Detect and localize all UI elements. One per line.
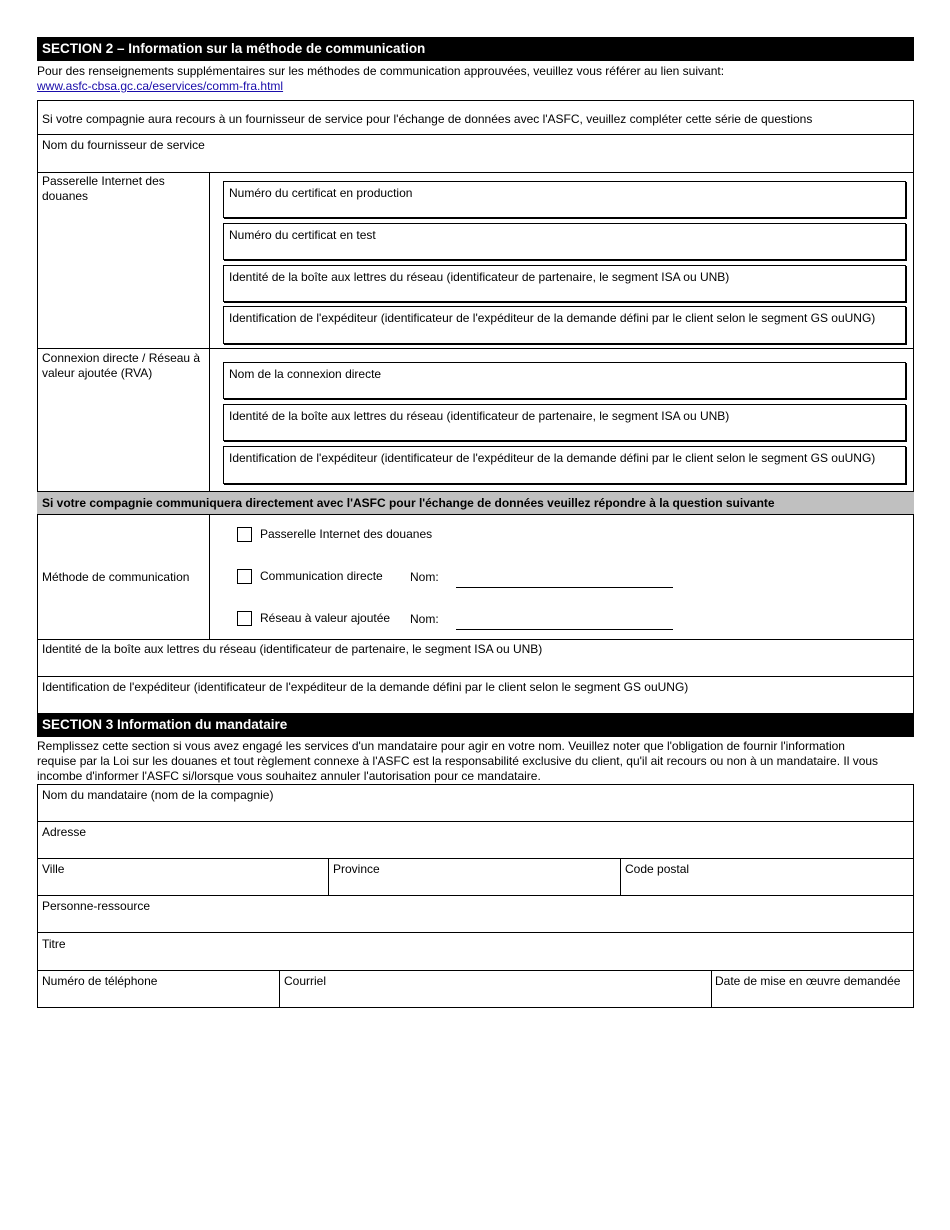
direct-question: Si votre compagnie communiquera directement avec l'ASFC pour l'échange de données veuillez répondre à la question suivante [37,491,914,515]
direct-sender-field[interactable]: Identification de l'expéditeur (identificateur de l'expéditeur de la demande défini par le client selon le segment GS ouUNG) [223,446,906,484]
method-label: Méthode de communication [42,570,190,584]
title-field[interactable]: Titre [42,937,66,951]
divider [37,970,914,971]
gateway-checkbox[interactable] [237,527,252,542]
comm-methods-link[interactable]: www.asfc-cbsa.gc.ca/eservices/comm-fra.html [37,79,284,93]
email-field[interactable]: Courriel [284,974,327,988]
divider [37,172,914,173]
gateway-label: Passerelle Internet des douanes [42,174,165,203]
direct-connection-name-field[interactable]: Nom de la connexion directe [223,362,906,399]
direct-nom-label: Nom: [410,570,439,584]
direct-mailbox-field[interactable]: Identité de la boîte aux lettres du réseau (identificateur de partenaire, le segment ISA ou UNB) [223,404,906,441]
prod-certificate-field[interactable]: Numéro du certificat en production [223,181,906,218]
implementation-date-field[interactable]: Date de mise en œuvre demandée [715,974,901,988]
test-certificate-field[interactable]: Numéro du certificat en test [223,223,906,260]
divider [37,821,914,822]
section2-intro: Pour des renseignements supplémentaires sur les méthodes de communication approuvées, veuillez vous référer au lien suivant: [37,64,725,78]
sender-field[interactable]: Identification de l'expéditeur (identificateur de l'expéditeur de la demande défini par le client selon le segment GS ouUNG) [42,680,689,694]
section2-title: SECTION 2 – Information sur la méthode de communication [37,37,914,61]
van-checkbox[interactable] [237,611,252,626]
phone-field[interactable]: Numéro de téléphone [42,974,158,988]
divider [209,515,210,639]
mailbox-field[interactable]: Identité de la boîte aux lettres du réseau (identificateur de partenaire, le segment ISA ou UNB) [42,642,543,656]
divider [620,858,621,895]
divider [37,639,914,640]
province-field[interactable]: Province [333,862,380,876]
divider [711,970,712,1007]
address-field[interactable]: Adresse [42,825,87,839]
section3-intro-line2: requise par la Loi sur les douanes et tout règlement connexe à l'ASFC est la responsabilité exclusive du client, qu'il ait recours ou non à un mandataire. Il vous [37,754,879,768]
divider [37,676,914,677]
van-nom-label: Nom: [410,612,439,626]
divider [37,895,914,896]
section3-title: SECTION 3 Information du mandataire [37,713,914,737]
city-field[interactable]: Ville [42,862,65,876]
provider-question: Si votre compagnie aura recours à un fournisseur de service pour l'échange de données avec l'ASFC, veuillez compléter cette série de questions [42,112,813,126]
direct-nom-input[interactable] [456,587,673,588]
contact-person-field[interactable]: Personne-ressource [42,899,151,913]
gateway-option-label: Passerelle Internet des douanes [260,527,433,541]
gateway-mailbox-field[interactable]: Identité de la boîte aux lettres du réseau (identificateur de partenaire, le segment ISA ou UNB) [223,265,906,302]
provider-name-field[interactable]: Nom du fournisseur de service [42,138,205,152]
divider [209,172,210,491]
divider [328,858,329,895]
van-option-label: Réseau à valeur ajoutée [260,611,391,625]
direct-checkbox[interactable] [237,569,252,584]
divider [37,134,914,135]
agent-name-field[interactable]: Nom du mandataire (nom de la compagnie) [42,788,274,802]
divider [37,348,914,349]
divider [37,858,914,859]
direct-label: Connexion directe / Réseau à valeur ajoutée (RVA) [42,351,201,380]
gateway-sender-field[interactable]: Identification de l'expéditeur (identificateur de l'expéditeur de la demande défini par le client selon le segment GS ouUNG) [223,306,906,344]
divider [37,932,914,933]
divider [279,970,280,1007]
postal-code-field[interactable]: Code postal [625,862,690,876]
section3-intro-line1: Remplissez cette section si vous avez engagé les services d'un mandataire pour agir en votre nom. Veuillez noter que l'obligation de fournir l'information [37,739,845,753]
section3-intro-line3: incombe d'informer l'ASFC si/lorsque vous souhaitez annuler l'autorisation pour ce mandataire. [37,769,541,783]
van-nom-input[interactable] [456,629,673,630]
direct-option-label: Communication directe [260,569,383,583]
